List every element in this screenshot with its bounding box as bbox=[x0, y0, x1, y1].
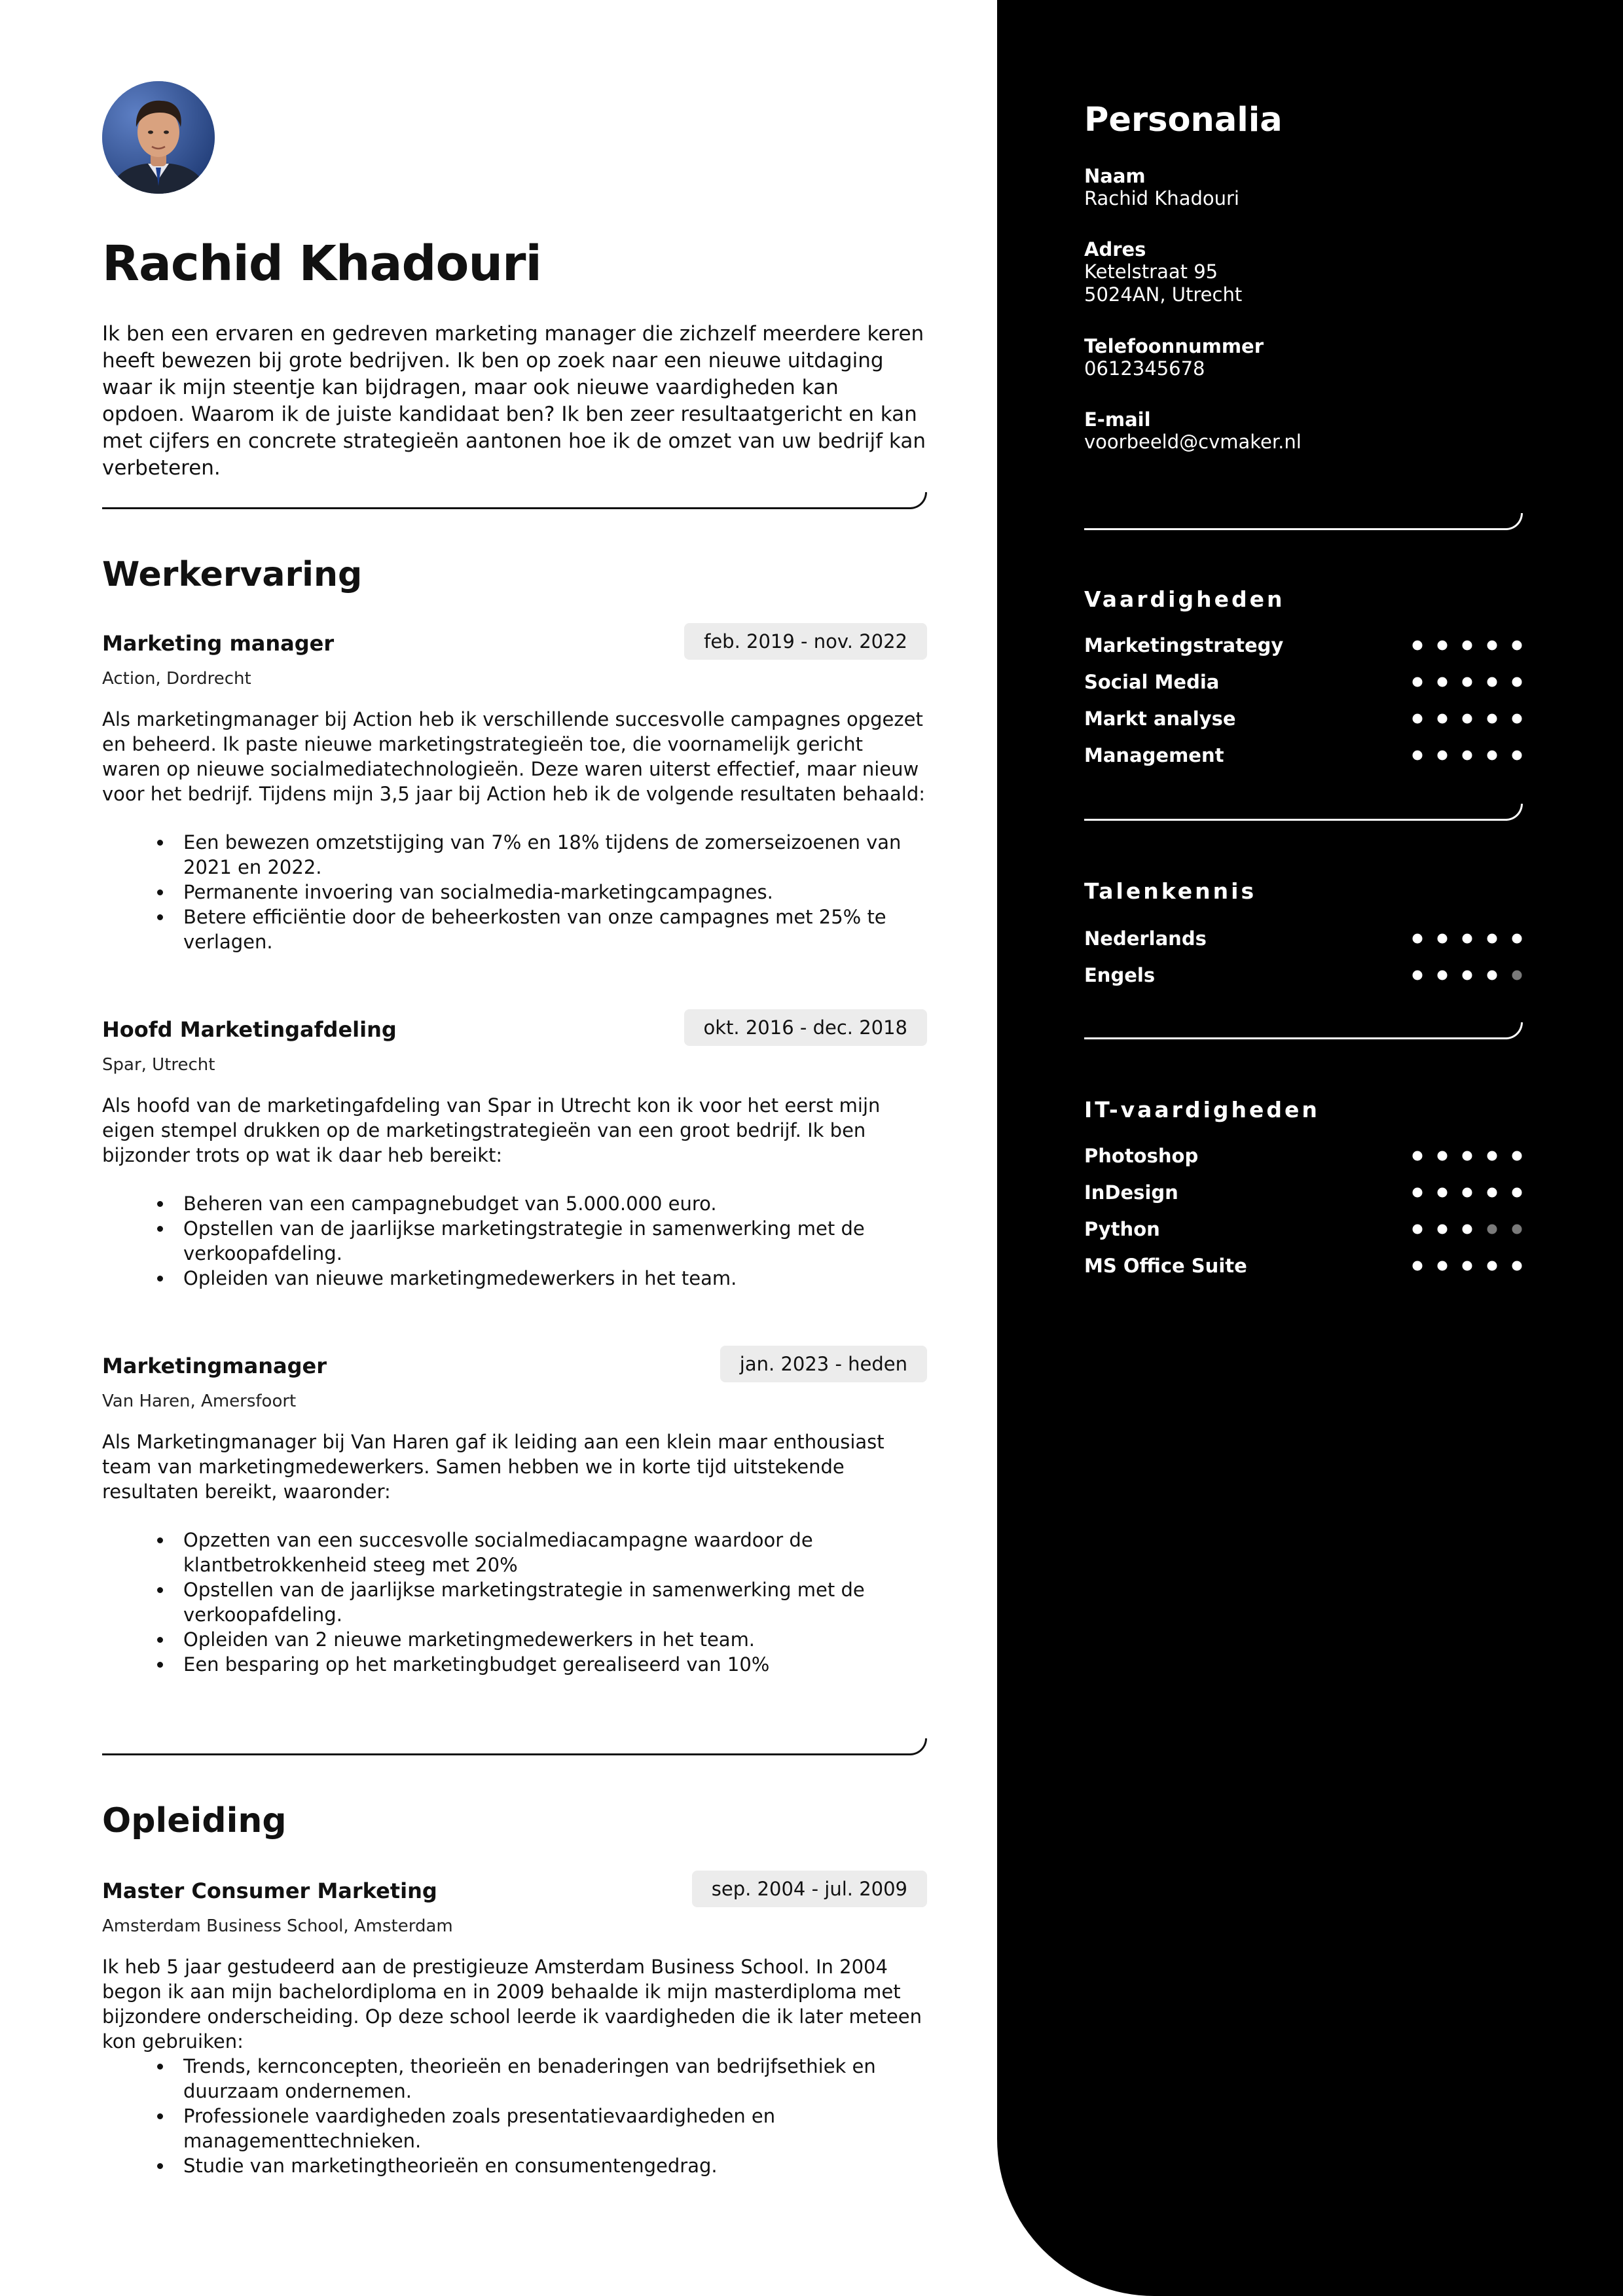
sidebar bbox=[997, 0, 1623, 2296]
education-description: Ik heb 5 jaar gestudeerd aan de prestigieuze Amsterdam Business School. In 2004 begon ik aan mijn bachelordiploma en in 2009 behaalde ik mijn masterdiploma met bijzondere onderscheiding. Op deze school leerde ik vaardigheden die ik later meteen kon gebruiken: bbox=[102, 1956, 922, 2053]
rating-dot-filled bbox=[1487, 1151, 1497, 1161]
job-entry bbox=[102, 623, 927, 954]
bullet-item: Een bewezen omzetstijging van 7% en 18% tijdens de zomerseizoenen van 2021 en 2022. bbox=[183, 830, 927, 880]
skill-rating bbox=[1412, 632, 1523, 658]
rating-dot-filled bbox=[1463, 934, 1472, 944]
it-skill-rating bbox=[1412, 1253, 1523, 1279]
job-entry bbox=[102, 1346, 927, 1677]
education-bullets bbox=[102, 2054, 927, 2178]
bullet-item: Opzetten van een succesvolle socialmediacampagne waardoor de klantbetrokkenheid steeg met 20% bbox=[183, 1528, 927, 1577]
personalia-phone bbox=[1084, 335, 1523, 380]
rating-dots bbox=[1412, 632, 1523, 658]
field-label: E-mail bbox=[1084, 408, 1151, 431]
rating-dot-filled bbox=[1487, 677, 1497, 687]
rating-dot-filled bbox=[1487, 1188, 1497, 1198]
skill-row bbox=[1084, 669, 1523, 695]
it-skills-title: IT-vaardigheden bbox=[1084, 1097, 1320, 1122]
rating-dot-filled bbox=[1512, 1188, 1522, 1198]
bullet-item: Beheren van een campagnebudget van 5.000.000 euro. bbox=[183, 1191, 927, 1216]
rating-dots bbox=[1412, 706, 1523, 732]
rating-dot-filled bbox=[1512, 677, 1522, 687]
rating-dot-filled bbox=[1438, 1261, 1448, 1271]
rating-dot-filled bbox=[1438, 1225, 1448, 1234]
work-section-title: Werkervaring bbox=[102, 555, 363, 594]
job-bullets bbox=[102, 1191, 927, 1291]
rating-dot-filled bbox=[1512, 1151, 1522, 1161]
rating-dot-filled bbox=[1512, 751, 1522, 761]
language-rating bbox=[1412, 925, 1523, 952]
bullet-item: Opstellen van de jaarlijkse marketingstrategie in samenwerking met de verkoopafdeling. bbox=[183, 1577, 927, 1627]
it-skill-row bbox=[1084, 1216, 1523, 1242]
it-skill-name: MS Office Suite bbox=[1084, 1255, 1247, 1277]
rating-dot-filled bbox=[1463, 971, 1472, 980]
skill-rating bbox=[1412, 706, 1523, 732]
skill-rating bbox=[1412, 669, 1523, 695]
skills-title: Vaardigheden bbox=[1084, 586, 1285, 612]
rating-dots bbox=[1412, 669, 1523, 695]
rating-dot-filled bbox=[1438, 1188, 1448, 1198]
bullet-item: Opleiden van 2 nieuwe marketingmedewerkers in het team. bbox=[183, 1627, 927, 1652]
language-row bbox=[1084, 962, 1523, 988]
it-skill-name: Photoshop bbox=[1084, 1145, 1199, 1167]
it-skill-rating bbox=[1412, 1179, 1523, 1206]
job-title: Marketing manager bbox=[102, 631, 335, 656]
rating-dot-filled bbox=[1438, 751, 1448, 761]
field-label: Adres bbox=[1084, 238, 1146, 260]
rating-dots bbox=[1412, 1143, 1523, 1169]
rating-dots bbox=[1412, 962, 1523, 988]
avatar-photo bbox=[102, 81, 215, 194]
bullet-item: Een besparing op het marketingbudget gerealiseerd van 10% bbox=[183, 1652, 927, 1677]
rating-dot-filled bbox=[1438, 1151, 1448, 1161]
rating-dot-filled bbox=[1463, 677, 1472, 687]
rating-dot-filled bbox=[1487, 641, 1497, 651]
rating-dot-filled bbox=[1512, 934, 1522, 944]
skill-row bbox=[1084, 706, 1523, 732]
languages-title: Talenkennis bbox=[1084, 878, 1257, 904]
rating-dot-empty bbox=[1512, 1225, 1522, 1234]
rating-dot-filled bbox=[1413, 934, 1423, 944]
bullet-item: Professionele vaardigheden zoals presentatievaardigheden en managementtechnieken. bbox=[183, 2104, 927, 2153]
rating-dots bbox=[1412, 1253, 1523, 1279]
job-date-badge: okt. 2016 - dec. 2018 bbox=[684, 1009, 927, 1046]
field-value: 5024AN, Utrecht bbox=[1084, 283, 1243, 306]
rating-dot-filled bbox=[1413, 714, 1423, 724]
rating-dot-filled bbox=[1438, 677, 1448, 687]
field-value: voorbeeld@cvmaker.nl bbox=[1084, 431, 1302, 453]
it-skill-row bbox=[1084, 1179, 1523, 1206]
education-section-title: Opleiding bbox=[102, 1801, 287, 1840]
job-date-badge: jan. 2023 - heden bbox=[720, 1346, 927, 1382]
education-date-badge: sep. 2004 - jul. 2009 bbox=[692, 1871, 927, 1907]
skill-name: Marketingstrategy bbox=[1084, 634, 1284, 656]
rating-dot-filled bbox=[1487, 934, 1497, 944]
field-label: Telefoonnummer bbox=[1084, 335, 1264, 357]
job-date-badge: feb. 2019 - nov. 2022 bbox=[684, 623, 927, 660]
rating-dots bbox=[1412, 1216, 1523, 1242]
it-skill-rating bbox=[1412, 1143, 1523, 1169]
job-bullets bbox=[102, 1528, 927, 1677]
skill-row bbox=[1084, 632, 1523, 658]
rating-dot-filled bbox=[1512, 641, 1522, 651]
rating-dot-filled bbox=[1463, 1188, 1472, 1198]
field-value: Rachid Khadouri bbox=[1084, 187, 1239, 209]
avatar bbox=[102, 81, 215, 194]
job-bullets bbox=[102, 830, 927, 954]
rating-dot-filled bbox=[1438, 714, 1448, 724]
bullet-item: Opleiden van nieuwe marketingmedewerkers in het team. bbox=[183, 1266, 927, 1291]
field-value: Ketelstraat 95 bbox=[1084, 260, 1218, 283]
language-rating bbox=[1412, 962, 1523, 988]
job-description: Als Marketingmanager bij Van Haren gaf ik leiding aan een klein maar enthousiast team van marketingmedewerkers. Samen hebben we in korte tijd uitstekende resultaten bereikt, waaronder: bbox=[102, 1431, 884, 1503]
rating-dot-filled bbox=[1413, 1225, 1423, 1234]
field-value: 0612345678 bbox=[1084, 357, 1205, 380]
rating-dots bbox=[1412, 742, 1523, 768]
personalia-name bbox=[1084, 165, 1523, 210]
sidebar-divider bbox=[1084, 513, 1523, 530]
it-skill-row bbox=[1084, 1143, 1523, 1169]
personalia-email bbox=[1084, 408, 1523, 454]
skill-rating bbox=[1412, 742, 1523, 768]
rating-dot-filled bbox=[1413, 677, 1423, 687]
rating-dot-filled bbox=[1487, 1261, 1497, 1271]
bullet-item: Opstellen van de jaarlijkse marketingstrategie in samenwerking met de verkoopafdeling. bbox=[183, 1216, 927, 1266]
it-skill-row bbox=[1084, 1253, 1523, 1279]
it-skill-name: InDesign bbox=[1084, 1181, 1178, 1204]
skill-name: Markt analyse bbox=[1084, 708, 1236, 730]
section-divider bbox=[102, 1738, 927, 1755]
rating-dot-filled bbox=[1487, 714, 1497, 724]
rating-dot-filled bbox=[1413, 751, 1423, 761]
rating-dot-filled bbox=[1487, 971, 1497, 980]
language-row bbox=[1084, 925, 1523, 952]
education-title: Master Consumer Marketing bbox=[102, 1878, 437, 1903]
skill-row bbox=[1084, 742, 1523, 768]
rating-dots bbox=[1412, 1179, 1523, 1206]
candidate-name: Rachid Khadouri bbox=[102, 236, 541, 292]
rating-dot-filled bbox=[1463, 641, 1472, 651]
personalia-title: Personalia bbox=[1084, 101, 1283, 139]
job-company: Spar, Utrecht bbox=[102, 1055, 215, 1075]
rating-dot-filled bbox=[1463, 1225, 1472, 1234]
job-company: Van Haren, Amersfoort bbox=[102, 1391, 297, 1411]
rating-dot-filled bbox=[1463, 1151, 1472, 1161]
sidebar-divider bbox=[1084, 804, 1523, 821]
skill-name: Social Media bbox=[1084, 671, 1220, 693]
rating-dot-filled bbox=[1512, 714, 1522, 724]
rating-dot-filled bbox=[1413, 1151, 1423, 1161]
job-title: Hoofd Marketingafdeling bbox=[102, 1017, 397, 1042]
education-entry bbox=[102, 1871, 927, 2178]
rating-dot-filled bbox=[1413, 1188, 1423, 1198]
rating-dot-filled bbox=[1413, 971, 1423, 980]
sidebar-divider bbox=[1084, 1022, 1523, 1039]
rating-dot-filled bbox=[1463, 714, 1472, 724]
rating-dot-filled bbox=[1487, 751, 1497, 761]
rating-dot-filled bbox=[1512, 1261, 1522, 1271]
rating-dot-filled bbox=[1438, 641, 1448, 651]
rating-dot-filled bbox=[1413, 1261, 1423, 1271]
rating-dots bbox=[1412, 925, 1523, 952]
personalia-address bbox=[1084, 238, 1523, 306]
rating-dot-filled bbox=[1438, 971, 1448, 980]
rating-dot-filled bbox=[1413, 641, 1423, 651]
bullet-item: Studie van marketingtheorieën en consumentengedrag. bbox=[183, 2153, 927, 2178]
education-school: Amsterdam Business School, Amsterdam bbox=[102, 1916, 453, 1936]
field-label: Naam bbox=[1084, 165, 1146, 187]
job-description: Als marketingmanager bij Action heb ik verschillende succesvolle campagnes opgezet en beheerd. Ik paste nieuwe marketingstrategieën toe, die voornamelijk gericht waren op nieuwe socialmediatechnologieën. Deze waren uiterst effectief, maar nieuw voor het bedrijf. Tijdens mijn 3,5 jaar bij Action heb ik de volgende resultaten behaald: bbox=[102, 708, 926, 805]
rating-dot-filled bbox=[1463, 751, 1472, 761]
language-name: Nederlands bbox=[1084, 927, 1207, 950]
job-entry bbox=[102, 1009, 927, 1291]
bullet-item: Permanente invoering van socialmedia-marketingcampagnes. bbox=[183, 880, 927, 905]
rating-dot-filled bbox=[1438, 934, 1448, 944]
rating-dot-filled bbox=[1463, 1261, 1472, 1271]
job-title: Marketingmanager bbox=[102, 1354, 327, 1378]
bullet-item: Betere efficiëntie door de beheerkosten van onze campagnes met 25% te verlagen. bbox=[183, 905, 927, 954]
language-name: Engels bbox=[1084, 964, 1156, 986]
bullet-item: Trends, kernconcepten, theorieën en benaderingen van bedrijfsethiek en duurzaam ondernemen. bbox=[183, 2054, 927, 2104]
job-company: Action, Dordrecht bbox=[102, 669, 251, 689]
job-description: Als hoofd van de marketingafdeling van Spar in Utrecht kon ik voor het eerst mijn eigen stempel drukken op de marketingstrategieën van een groot bedrijf. Ik ben bijzonder trots op wat ik daar heb bereikt: bbox=[102, 1094, 881, 1166]
section-divider bbox=[102, 492, 927, 509]
it-skill-name: Python bbox=[1084, 1218, 1160, 1240]
skill-name: Management bbox=[1084, 744, 1224, 766]
rating-dot-empty bbox=[1512, 971, 1522, 980]
profile-summary: Ik ben een ervaren en gedreven marketing manager die zichzelf meerdere keren heeft bewezen bij grote bedrijven. Ik ben op zoek naar een nieuwe uitdaging waar ik mijn steentje kan bijdragen, maar ook nieuwe vaardigheden kan opdoen. Waarom ik de juiste kandidaat ben? Ik ben zeer resultaatgericht en kan met cijfers en concrete strategieën aantonen hoe ik de omzet van uw bedrijf kan verbeteren. bbox=[102, 322, 926, 480]
rating-dot-empty bbox=[1487, 1225, 1497, 1234]
it-skill-rating bbox=[1412, 1216, 1523, 1242]
